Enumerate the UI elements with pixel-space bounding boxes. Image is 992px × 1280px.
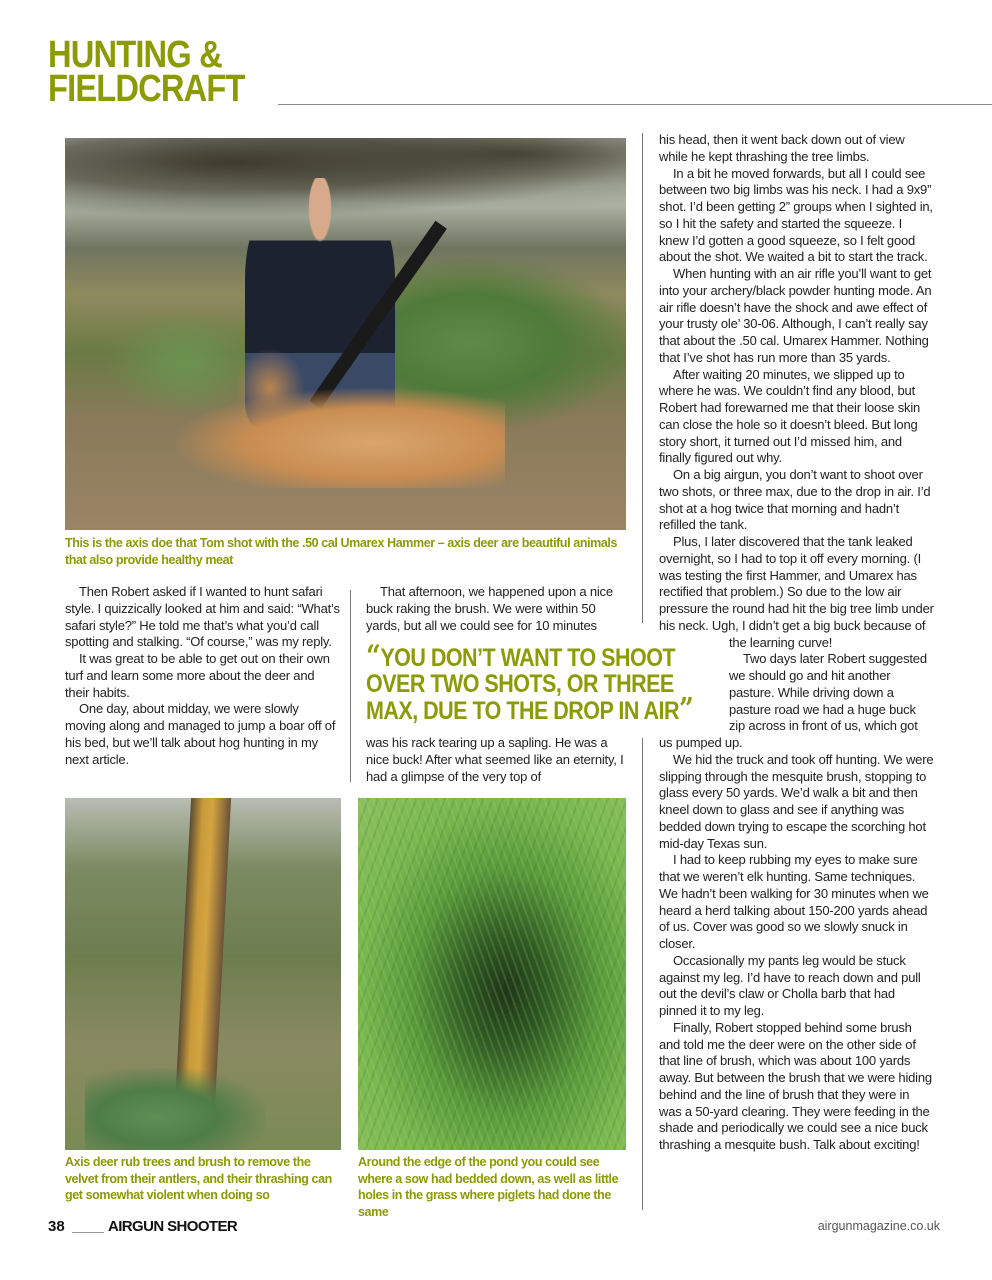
website-url: airgunmagazine.co.uk xyxy=(817,1219,940,1233)
magazine-name: AIRGUN SHOOTER xyxy=(108,1218,238,1235)
article-column-2-bottom xyxy=(366,735,628,785)
paragraph: In a bit he moved forwards, but all I could see between two big limbs was his neck. I had a 9x9” shot. I’d been getting 2” groups when I sighted in, so I hit the safety and started the squeeze. I knew I’d gotten a good squeeze, so I felt good about the shot. We waited a bit to start the track. xyxy=(659,165,933,265)
grass-texture xyxy=(358,798,626,1150)
photo-sow-bed-in-grass xyxy=(358,798,626,1150)
photo-hunter-with-axis-doe xyxy=(65,138,626,530)
cactus xyxy=(85,1068,265,1150)
close-quote-mark: ” xyxy=(678,692,694,727)
article-column-3 xyxy=(659,132,934,1154)
pull-quote-line1: YOU DON’T WANT TO SHOOT xyxy=(380,644,676,672)
column-divider xyxy=(642,738,643,1210)
doe-head xyxy=(235,348,305,428)
paragraph: Then Robert asked if I wanted to hunt safari style. I quizzically looked at him and said: “What’s safari style?” He told me that’s what you’d call spotting and stalking. “Of course,” was my reply. xyxy=(65,584,340,650)
paragraph: We hid the truck and took off hunting. We were slipping through the mesquite brush, stopping to glass every 50 yards. We’d walk a bit and then kneel down to glass and see if anything was bedded down trying to escape the scorching hot mid-day Texas sun. xyxy=(659,751,934,851)
footer-rule xyxy=(72,1232,104,1233)
paragraph: I had to keep rubbing my eyes to make sure that we weren’t elk hunting. Same techniques. We hadn’t been walking for 30 minutes when we heard a herd talking about 150-200 yards ahead of us. Cover was good so we slowly snuck in closer. xyxy=(659,852,929,951)
article-column-2-top xyxy=(366,584,628,634)
paragraph: Plus, I later discovered that the tank leaked overnight, so I had to top it off every morning. (I was testing the first Hammer, and Umarex has rectified that problem.) So due to the low air pressure the round had hit the big tree limb under his neck. Ugh, I didn’t get a big buck because of the learning curve! xyxy=(659,534,934,650)
tree-trunk xyxy=(175,798,231,1108)
open-quote-mark: “ xyxy=(366,639,381,674)
paragraph: Two days later Robert suggested we should go and hit another pasture. While driving down a pasture road we had a huge buck zip across in front of us, which got us pumped up. xyxy=(659,651,927,750)
paragraph: That afternoon, we happened upon a nice buck raking the brush. We were within 50 yards, but all we could see for 10 minutes xyxy=(366,584,613,633)
column-divider xyxy=(642,133,643,623)
section-title-line1: HUNTING & xyxy=(48,34,222,76)
pull-quote-wrap xyxy=(659,637,729,721)
pull-quote-line2: OVER TWO SHOTS, OR THREE xyxy=(366,670,674,698)
page-number: 38 xyxy=(48,1218,65,1235)
paragraph: was his rack tearing up a sapling. He was a nice buck! After what seemed like an eternity, I had a glimpse of the very top of xyxy=(366,735,624,784)
section-title-line2: FIELDCRAFT xyxy=(48,68,245,110)
title-rule xyxy=(278,104,992,105)
paragraph: It was great to be able to get out on their own turf and learn some more about the deer and their habits. xyxy=(65,651,330,700)
tree-photo-caption: Axis deer rub trees and brush to remove the velvet from their antlers, and their thrashing can get somewhat violent when doing so xyxy=(65,1155,332,1202)
paragraph: Finally, Robert stopped behind some brush and told me the deer were on the other side of that line of brush, which was about 100 yards away. But between the brush that we were hiding behind and the line of brush that they were in was a 50-yard clearing. They were feeding in the shade and periodically we could see a nice buck thrashing a mesquite bush. Talk about exciting! xyxy=(659,1019,932,1152)
pull-quote xyxy=(366,639,694,727)
section-title xyxy=(48,34,245,110)
paragraph: Occasionally my pants leg would be stuck against my leg. I’d have to reach down and pull out the devil’s claw or Cholla barb that had pinned it to my leg. xyxy=(659,952,921,1018)
paragraph: One day, about midday, we were slowly moving along and managed to jump a boar off of his bed, but we’ll talk about hog hunting in my next article. xyxy=(65,701,336,767)
paragraph: When hunting with an air rifle you’ll want to get into your archery/black powder hunting mode. An air rifle doesn’t have the shock and awe effect of your trusty ole’ 30-06. Although, I can’t really say that about the .50 cal. Umarex Hammer. Nothing that I’ve shot has run more than 35 yards. xyxy=(659,266,932,365)
grass-photo-caption: Around the edge of the pond you could see where a sow had bedded down, as well as little holes in the grass where piglets had done the same xyxy=(358,1155,619,1219)
main-photo-caption: This is the axis doe that Tom shot with the .50 cal Umarex Hammer – axis deer are beautiful animals that also provide healthy meat xyxy=(65,536,618,567)
paragraph: his head, then it went back down out of view while he kept thrashing the tree limbs. xyxy=(659,132,905,164)
article-column-1 xyxy=(65,584,340,768)
paragraph: On a big airgun, you don’t want to shoot over two shots, or three max, due to the drop in air. I’d shot at a hog twice that morning and hadn’t refilled the tank. xyxy=(659,467,931,533)
axis-doe xyxy=(175,388,505,488)
photo-rubbed-tree xyxy=(65,798,341,1150)
column-divider xyxy=(350,590,351,782)
pull-quote-line3: MAX, DUE TO THE DROP IN AIR xyxy=(366,697,679,725)
paragraph: After waiting 20 minutes, we slipped up to where he was. We couldn’t find any blood, but Robert had forewarned me that their loose skin can close the hole so it doesn’t bleed. But long story short, it turned out I’d missed him, and finally figured out why. xyxy=(659,366,921,466)
